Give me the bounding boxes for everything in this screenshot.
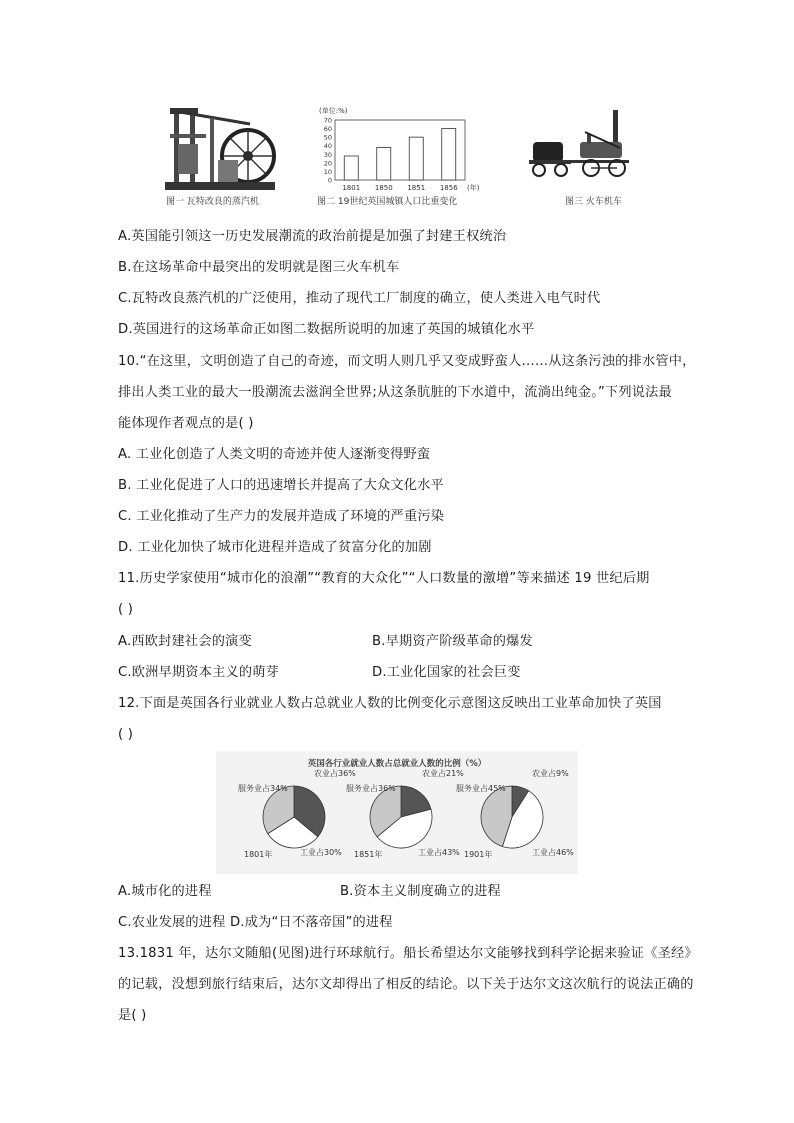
q11-option-d: D.工业化国家的社会巨变 — [372, 665, 521, 680]
q10-option-a: A. 工业化创造了人类文明的奇迹并使人逐渐变得野蛮 — [118, 447, 431, 462]
x-tick-label: 1856 — [439, 184, 458, 192]
q10-option-c: C. 工业化推动了生产力的发展并造成了环境的严重污染 — [118, 509, 445, 524]
fig3-caption: 图三 火车机车 — [565, 197, 622, 207]
pie-slice-label: 农业占9% — [532, 769, 569, 778]
bar-1851 — [409, 137, 423, 180]
unit-label: (单位:%) — [319, 107, 348, 115]
urban-population-figure — [315, 104, 485, 212]
q12-option-c: C.农业发展的进程 — [118, 915, 226, 930]
locomotive-figure — [525, 104, 635, 212]
pie-slice-label: 服务业占34% — [238, 784, 288, 793]
q10-option-d: D. 工业化加快了城市化进程并造成了贫富分化的加剧 — [118, 540, 432, 555]
q12-option-d: D.成为“日不落帝国”的进程 — [230, 915, 393, 930]
y-tick-label: 20 — [323, 159, 332, 168]
pie-slice-label: 农业占36% — [314, 769, 356, 778]
steam-engine-illustration — [160, 104, 280, 194]
y-tick-label: 40 — [323, 142, 332, 151]
y-tick-label: 0 — [327, 176, 332, 185]
pie-slice-label: 服务业占45% — [456, 784, 506, 793]
q11-options-row2 — [118, 664, 521, 682]
y-tick-label: 70 — [323, 116, 332, 125]
q9-option-d: D.英国进行的这场革命正如图二数据所说明的加速了英国的城镇化水平 — [118, 322, 535, 337]
pie-year-label: 1801年 — [244, 850, 273, 859]
x-tick-label: 1850 — [374, 184, 393, 192]
pie-chart-title: 英国各行业就业人数占总就业人数的比例（%） — [307, 759, 487, 769]
q11-option-b: B.早期资产阶级革命的爆发 — [372, 634, 533, 649]
urban-population-bar-chart — [315, 104, 485, 194]
q11-option-c: C.欧洲早期资本主义的萌芽 — [118, 665, 280, 680]
q10-stem-line2: 排出人类工业的最大一股潮流去滋润全世界;从这条肮脏的下水道中，流淌出纯金。”下列说法最 — [118, 385, 672, 400]
steam-engine-figure — [160, 104, 280, 212]
pie-slice-label: 工业占46% — [532, 848, 574, 857]
bar-1856 — [442, 129, 456, 180]
locomotive-illustration — [525, 104, 635, 194]
pie-slice-label: 工业占43% — [418, 848, 460, 857]
fig2-caption: 图二 19世纪英国城镇人口比重变化 — [317, 197, 458, 207]
pie-slice-label: 服务业占36% — [346, 784, 396, 793]
pie-slice-label: 工业占30% — [300, 848, 342, 857]
q10-stem-line3: 能体现作者观点的是( ) — [118, 416, 254, 431]
q10-stem-line1: 10.“在这里，文明创造了自己的奇迹，而文明人则几乎又变成野蛮人……从这条污浊的排水管中， — [118, 354, 696, 369]
y-tick-label: 10 — [323, 167, 332, 176]
pie-slice-label: 农业占21% — [422, 769, 464, 778]
x-tick-label: 1851 — [407, 184, 426, 192]
q10-option-b: B. 工业化促进了人口的迅速增长并提高了大众文化水平 — [118, 478, 444, 493]
q12-option-a: A.城市化的进程 — [118, 884, 212, 899]
q12-options-row2 — [118, 914, 393, 932]
fig1-caption: 图一 瓦特改良的蒸汽机 — [166, 197, 259, 207]
y-tick-label: 60 — [323, 125, 332, 134]
q13-stem-line3: 是( ) — [118, 1008, 147, 1023]
bar-1850 — [377, 147, 391, 180]
q12-stem-line1: 12.下面是英国各行业就业人数占总就业人数的比例变化示意图这反映出工业革命加快了英国 — [118, 696, 662, 711]
q13-stem-line2: 的记载，没想到旅行结束后，达尔文却得出了相反的结论。以下关于达尔文这次航行的说法正确的 — [118, 977, 694, 992]
q11-option-a: A.西欧封建社会的演变 — [118, 634, 252, 649]
q9-option-c: C.瓦特改良蒸汽机的广泛使用，推动了现代工厂制度的确立，使人类进入电气时代 — [118, 291, 601, 306]
q9-option-a: A.英国能引领这一历史发展潮流的政治前提是加强了封建王权统治 — [118, 229, 507, 244]
q12-stem-line2: ( ) — [118, 727, 134, 742]
pie-year-label: 1851年 — [354, 850, 383, 859]
q12-option-b: B.资本主义制度确立的进程 — [340, 884, 501, 899]
q11-stem-line2: ( ) — [118, 602, 134, 617]
x-tick-label: 1801 — [342, 184, 361, 192]
x-unit-label: (年) — [467, 184, 480, 192]
y-tick-label: 30 — [323, 150, 332, 159]
employment-pie-figure — [216, 751, 578, 874]
q12-options-row1 — [118, 883, 501, 901]
q13-stem-line1: 13.1831 年，达尔文随船(见图)进行环球航行。船长希望达尔文能够找到科学论据来验证《圣经》 — [118, 946, 698, 961]
figure-row — [160, 104, 640, 212]
pie-year-label: 1901年 — [464, 850, 493, 859]
bar-1801 — [344, 156, 358, 180]
y-tick-label: 50 — [323, 133, 332, 142]
q11-options-row1 — [118, 633, 533, 651]
q11-stem-line1: 11.历史学家使用“城市化的浪潮”“教育的大众化”“人口数量的激增”等来描述 19 世纪后期 — [118, 571, 650, 586]
q9-option-b: B.在这场革命中最突出的发明就是图三火车机车 — [118, 260, 400, 275]
